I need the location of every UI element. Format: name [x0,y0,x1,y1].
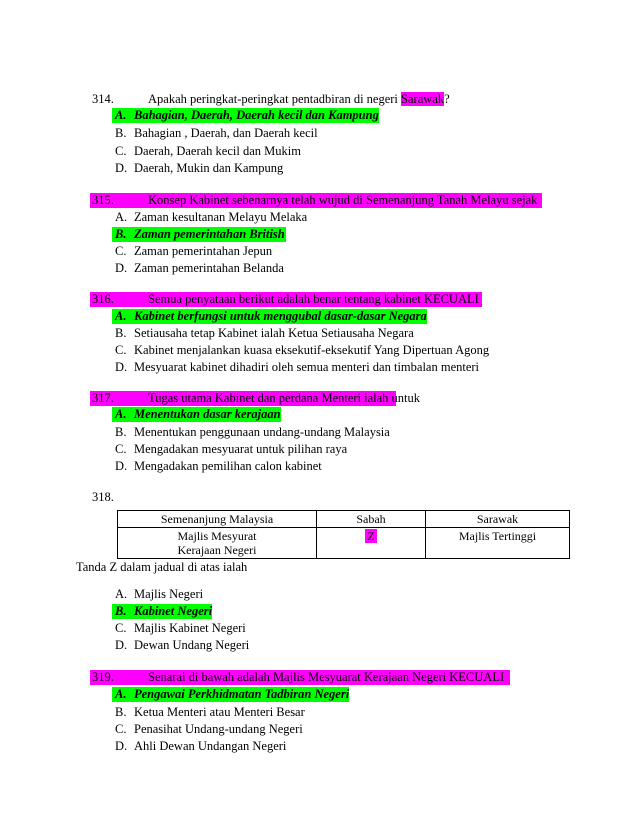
council-table [117,510,570,559]
table-header: Semenanjung Malaysia [118,511,317,528]
question-number: 319. [92,670,114,684]
question-prompt: Tanda Z dalam jadual di atas ialah [76,560,248,574]
table-header-row [118,511,570,528]
question-number: 317. [92,391,114,405]
table-header: Sabah [317,511,426,528]
question-text: Apakah peringkat-peringkat pentadbiran di negeri Sarawak? [148,92,450,106]
question-text: Tugas utama Kabinet dan perdana Menteri ialah untuk [148,391,421,405]
table-cell [317,528,426,559]
question-number: 316. [92,292,114,306]
table-cell: Majlis Tertinggi [426,528,570,559]
question-number: 314. [92,92,114,106]
table-row [118,528,570,559]
question-number: 318. [92,490,114,504]
question-number: 315. [92,193,114,207]
question-text: Semua penyataan berikut adalah benar tentang kabinet KECUALI [148,292,479,306]
table-cell: Majlis Mesyurat Kerajaan Negeri [118,528,317,559]
question-text: Konsep Kabinet sebenarnya telah wujud di Semenanjung Tanah Melayu sejak [148,193,538,207]
question-text: Senarai di bawah adalah Majlis Mesyuarat Kerajaan Negeri KECUALI [148,670,505,684]
table-header: Sarawak [426,511,570,528]
z-mark: Z [367,529,375,543]
highlighted-word: Sarawak [401,92,445,106]
